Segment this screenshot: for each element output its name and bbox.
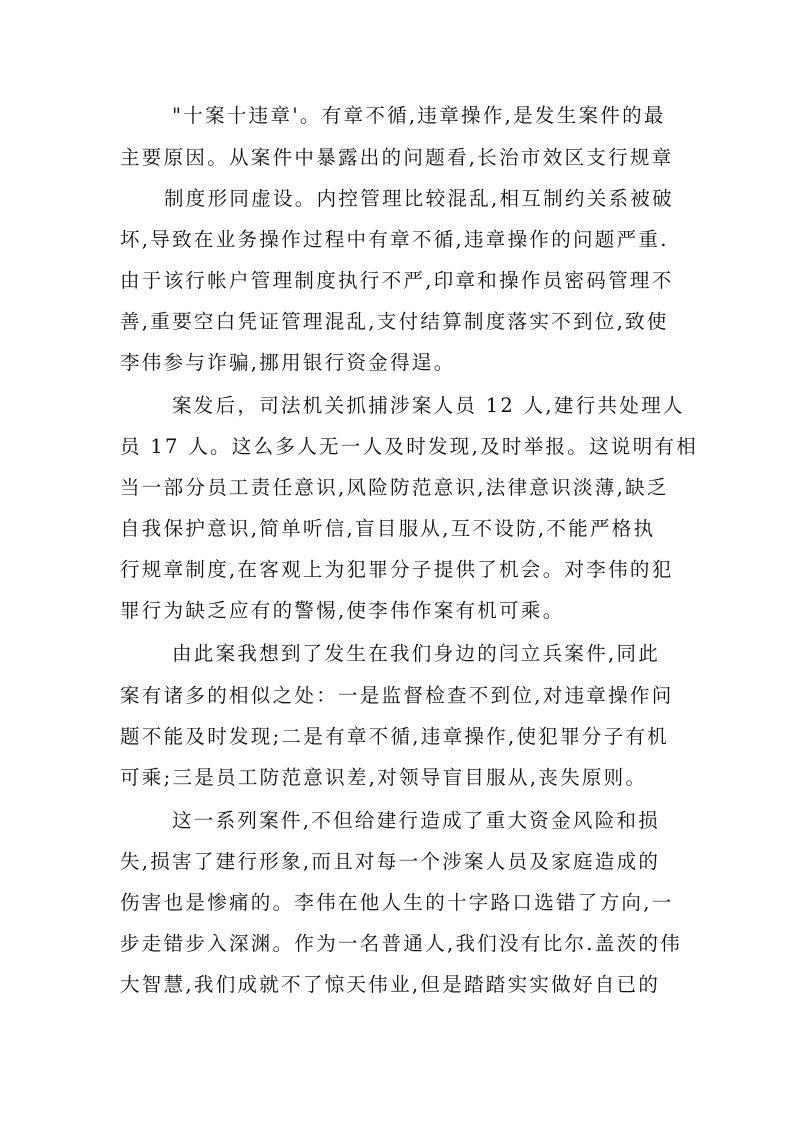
text-line: 自我保护意识,简单听信,盲目服从,互不设防,不能严格执 — [120, 517, 656, 540]
text-line: 行规章制度,在客观上为犯罪分子提供了机会。对李伟的犯 — [120, 558, 674, 581]
text-line: 案发后，司法机关抓捕涉案人员 12 人,建行共处理人 — [172, 394, 685, 417]
text-line: 大智慧,我们成就不了惊天伟业,但是踏踏实实做好自已的 — [120, 973, 661, 996]
text-line: 这一系列案件,不但给建行造成了重大资金风险和损 — [172, 809, 661, 832]
text-line: 主要原因。从案件中暴露出的问题看,长治市效区支行规章 — [120, 146, 674, 169]
text-line: "十案十违章'。有章不循,违章操作,是发生案件的最 — [172, 104, 666, 127]
text-line: 罪行为缺乏应有的警惕,使李伟作案有机可乘。 — [120, 599, 565, 622]
text-line: 员 17 人。这么多人无一人及时发现,及时举报。这说明有相 — [120, 435, 699, 458]
text-line: 案有诸多的相似之处：一是监督检查不到位,对违章操作问 — [120, 684, 674, 707]
text-line: 题不能及时发现;二是有章不循,违章操作,使犯罪分子有机 — [120, 725, 670, 748]
text-line: 当一部分员工责任意识,风险防范意识,法律意识淡薄,缺乏 — [120, 476, 669, 499]
text-line: 可乘;三是员工防范意识差,对领导盲目服从,丧失原则。 — [120, 766, 648, 789]
text-line: 步走错步入深渊。作为一名普通人,我们没有比尔.盖茨的伟 — [120, 932, 682, 955]
text-line: 坏,导致在业务操作过程中有章不循,违章操作的问题严重. — [120, 228, 669, 251]
text-line: 善,重要空白凭证管理混乱,支付结算制度落实不到位,致使 — [120, 310, 669, 333]
text-line: 由于该行帐户管理制度执行不严,印章和操作员密码管理不 — [120, 269, 674, 292]
text-line: 李伟参与诈骗,挪用银行资金得逞。 — [120, 351, 456, 374]
text-line: 制度形同虚设。内控管理比较混乱,相互制约关系被破 — [164, 187, 674, 210]
text-line: 由此案我想到了发生在我们身边的闫立兵案件,同此 — [172, 642, 661, 665]
text-line: 失,损害了建行形象,而且对每一个涉案人员及家庭造成的 — [120, 850, 661, 873]
text-line: 伤害也是惨痛的。李伟在他人生的十字路口选错了方向,一 — [120, 891, 674, 914]
